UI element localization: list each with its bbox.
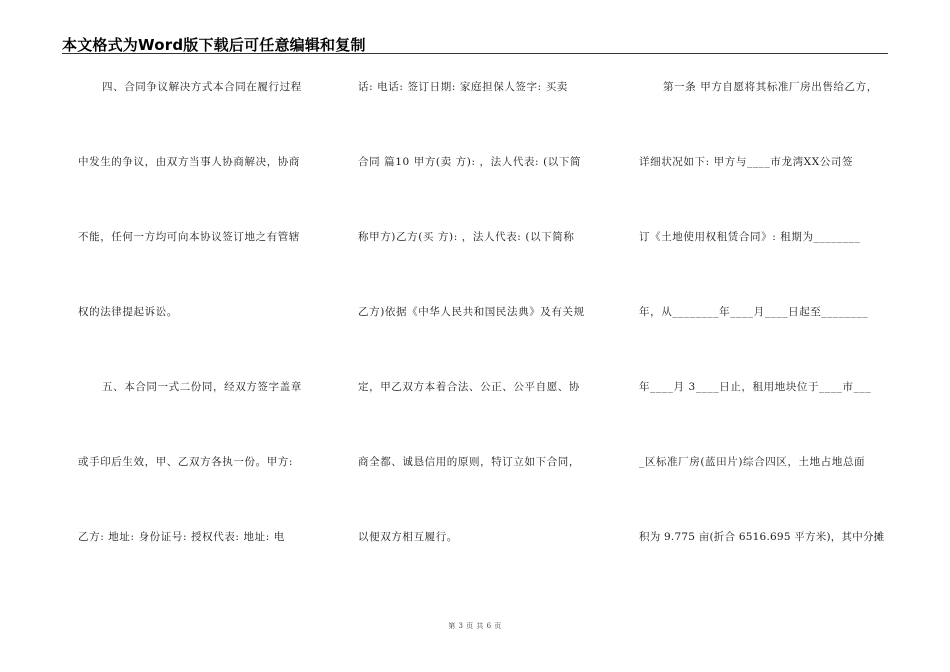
text-line: 称甲方)乙方(买 方): ，法人代表: (以下简称 <box>358 231 575 243</box>
page-header-title: 本文格式为Word版下载后可任意编辑和复制 <box>62 36 366 54</box>
text-line: 年，从________年____月____日起至________ <box>639 306 869 318</box>
text-line: 定，甲乙双方本着合法、公正、公平自愿、协 <box>358 381 580 393</box>
text-line: 话: 电话: 签订日期: 家庭担保人签字: 买卖 <box>358 81 568 93</box>
text-line: 乙方)依据《中华人民共和国民法典》及有关规 <box>358 306 585 318</box>
text-line: 积为 9.775 亩(折合 6516.695 平方米)，其中分摊 <box>639 531 885 543</box>
text-line: 四、合同争议解决方式本合同在履行过程 <box>102 81 302 93</box>
text-line: 不能，任何一方均可向本协议签订地之有管辖 <box>78 231 300 243</box>
text-line: 以便双方相互履行。 <box>358 531 458 543</box>
page-footer: 第 3 页 共 6 页 <box>448 622 502 630</box>
header-divider <box>62 53 888 54</box>
text-line: 订《土地使用权租赁合同》: 租期为________ <box>639 231 861 243</box>
text-line: _区标准厂房(蓝田片)综合四区，土地占地总面 <box>639 456 866 468</box>
text-line: 合同 篇10 甲方(卖 方): ，法人代表: (以下简 <box>358 156 582 168</box>
text-line: 中发生的争议，由双方当事人协商解决，协商 <box>78 156 300 168</box>
text-line: 权的法律提起诉讼。 <box>78 306 178 318</box>
text-line: 第一条 甲方自愿将其标准厂房出售给乙方， <box>663 81 878 93</box>
text-line: 商全都、诚恳信用的原则，特订立如下合同， <box>358 456 580 468</box>
text-line: 五、本合同一式二份同，经双方签字盖章 <box>102 381 302 393</box>
text-line: 年____月 3____日止，租用地块位于____市___ <box>639 381 872 393</box>
text-line: 详细状况如下: 甲方与____市龙湾XX公司签 <box>639 156 854 168</box>
text-line: 乙方: 地址: 身份证号: 授权代表: 地址: 电 <box>78 531 285 543</box>
text-line: 或手印后生效，甲、乙双方各执一份。甲方: <box>78 456 294 468</box>
